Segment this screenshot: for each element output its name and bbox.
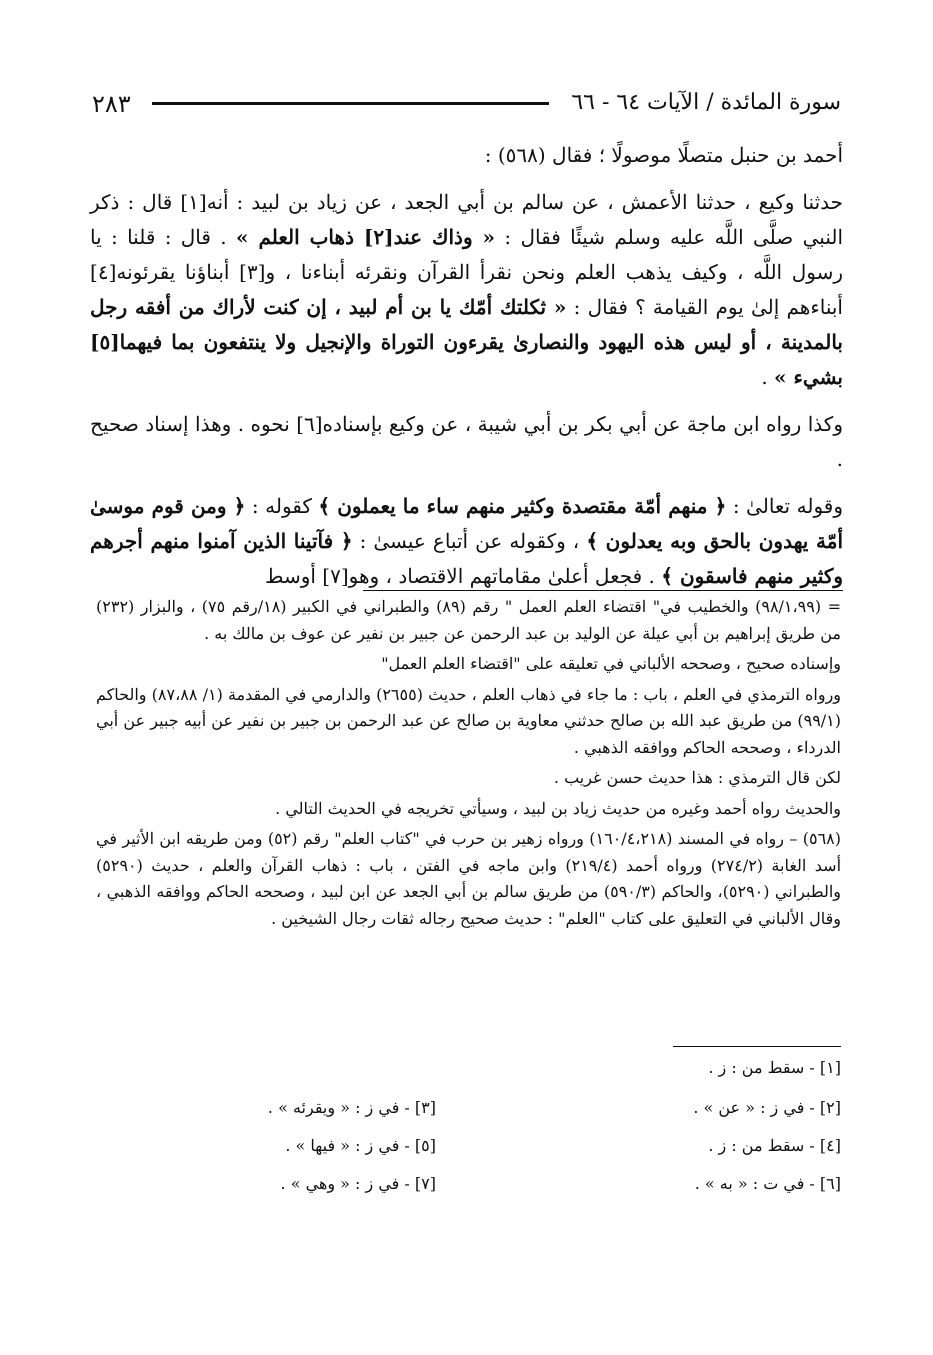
footnotes <box>96 594 841 936</box>
footnote-568: (٥٦٨) – رواه في المسند (١٦٠/٤،٢١٨) ورواه زهير بن حرب في "كتاب العلم" رقم (٥٢) ومن طريقه ابن الأثير في أسد الغابة (٢٧٤/٢) ورواه أحمد (٢١٩/٤) وابن ماجه في الفتن ، باب : ذهاب القرآن والعلم ، حديث (٥٢٩٠) والطبراني (٥٢٩٠)، والحاكم (٥٩٠/٣) من طريق سالم بن أبي الجعد عن ابن لبيد ، وصححه الحاكم ووافقه الذهبي ، وقال الألباني في التعليق على كتاب "العلم" : حديث صحيح رجاله ثقات رجال الشيخين . <box>96 829 842 928</box>
verse-intro: وقوله تعالىٰ : <box>726 494 843 518</box>
footnote-cross-ref: والحديث رواه أحمد وغيره من حديث زياد بن لبيد ، وسيأتي تخريجه في الحديث التالي . <box>275 798 841 818</box>
main-text <box>90 138 843 606</box>
variant-note: [٧] - في ز : « وهي » . <box>280 1174 436 1193</box>
variant-note: [٢] - في ز : « عن » . <box>693 1098 841 1117</box>
variant-note: [١] - سقط من : ز . <box>708 1058 841 1077</box>
variant-note: [٤] - سقط من : ز . <box>708 1136 841 1155</box>
footnote-continuation: = (٩٨/١،٩٩) والخطيب في" اقتضاء العلم العمل " رقم (٨٩) والطبراني في الكبير (١٨/رقم ٧٥) ، والبزار (٢٣٢) من طريق إبراهيم بن أبي عيلة عن الوليد بن عبد الرحمن عن جبير بن نفير عن عوف بن مالك به . <box>96 597 842 643</box>
intro-paragraph: أحمد بن حنبل متصلًا موصولًا ؛ فقال (٥٦٨) : <box>484 143 843 167</box>
footnote-tirmidhi-grading: لكن قال الترمذي : هذا حديث حسن غريب . <box>553 768 841 787</box>
verse-paragraph <box>90 489 843 594</box>
verse-connector-1: كقوله : <box>245 494 319 518</box>
variants-divider <box>673 1046 841 1047</box>
surah-title: سورة المائدة / الآيات ٦٤ - ٦٦ <box>571 90 841 115</box>
hadith-narrative: . قال : قلنا : يا رسول اللَّه ، وكيف يذهب العلم ونحن نقرأ القرآن ونقرئه أبناءنا ، و[٣] أبناؤنا يقرئونه[٤] أبناءهم إلىٰ يوم القيامة ؟ فقال : <box>90 225 844 319</box>
hadith-quote-1: « وذاك عند[٢] ذهاب العلم » <box>236 225 496 249</box>
verse-ending: . فجعل أعلىٰ مقاماتهم الاقتصاد ، وهو[٧] أوسط <box>264 564 662 588</box>
verse-quote-1: ﴿ منهم أمّة مقتصدة وكثير منهم ساء ما يعملون ﴾ <box>318 494 727 518</box>
hadith-paragraph <box>90 185 843 395</box>
isnad-paragraph: وكذا رواه ابن ماجة عن أبي بكر بن أبي شيبة ، عن وكيع بإسناده[٦] نحوه . وهذا إسناد صحيح . <box>90 412 843 471</box>
hadith-chain: حدثنا وكيع ، حدثنا الأعمش ، عن سالم بن أبي الجعد ، عن زياد بن لبيد : أنه[١] قال : ذكر النبي صلَّى اللَّه عليه وسلم شيئًا فقال : <box>90 190 844 249</box>
verse-quote-3: ﴿ فآتينا الذين آمنوا منهم أجرهم وكثير منهم فاسقون ﴾ <box>90 529 843 588</box>
verse-connector-2: ، وكقوله عن أتباع عيسىٰ : <box>352 529 587 553</box>
footnote-tirmidhi: ورواه الترمذي في العلم ، باب : ما جاء في ذهاب العلم ، حديث (٢٦٥٥) والدارمي في المقدمة (١/ ٨٧،٨٨) والحاكم (٩٩/١) من طريق عبد الله بن صالح حدثني معاوية بن صالح عن عبد الرحمن بن جبير بن نفير عن أبيه جبير عن أبي الدرداء ، وصححه الحاكم ووافقه الذهبي . <box>96 684 842 757</box>
verse-quote-2: ﴿ ومن قوم موسىٰ أمّة يهدون بالحق وبه يعدلون ﴾ <box>90 494 843 553</box>
footnote-grading: وإسناده صحيح ، وصححه الألباني في تعليقه على "اقتضاء العلم العمل" <box>381 654 841 673</box>
footnote-divider <box>363 590 843 591</box>
page-number: ٢٨٣ <box>92 90 131 118</box>
header-rule <box>152 102 549 105</box>
page-header <box>92 84 841 124</box>
hadith-end: . <box>761 365 775 389</box>
variant-note: [٦] - في ت : « به » . <box>694 1174 841 1193</box>
variant-note: [٥] - في ز : « فيها » . <box>285 1136 436 1155</box>
variant-note: [٣] - في ز : « ويقرئه » . <box>267 1098 436 1117</box>
manuscript-variants <box>81 1058 841 1198</box>
hadith-quote-2: « ثكلتك أمّك يا بن أم لبيد ، إن كنت لأراك من أفقه رجل بالمدينة ، أو ليس هذه اليهود والنصارىٰ يقرءون التوراة والإنجيل ولا ينتفعون بما فيهما[٥] بشيء » <box>90 295 843 389</box>
